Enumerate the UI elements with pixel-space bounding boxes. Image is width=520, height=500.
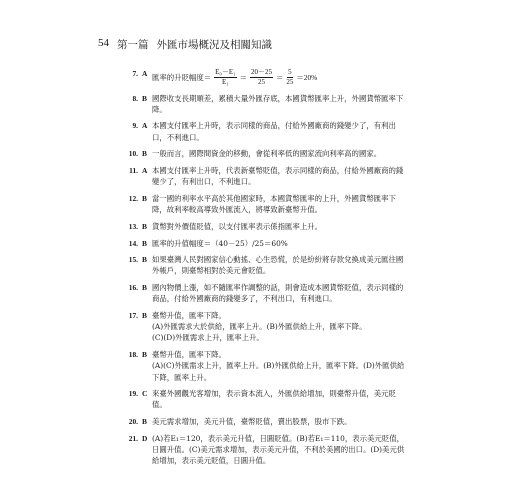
explanation-line: 臺幣升值，匯率下降。 (152, 350, 226, 360)
page-number: 54 (98, 37, 109, 49)
explanation-text: 來臺外國觀光客增加，表示資本流入，外匯供給增加，則臺幣升值，美元貶值。 (152, 389, 396, 410)
item-number: 7. (132, 69, 138, 78)
explanation-text: 當一國的利率水平高於其他國家時，本國貨幣匯率的上升，外國貨幣匯率下降，故利率較高導致外匯流入，將導致新臺幣升值。 (152, 193, 396, 215)
answer-letter: B (142, 238, 147, 248)
answer-letter: B (142, 221, 147, 231)
explanation-text: 如果臺灣人民對國家信心動搖、心生恐慌，於是紛紛將存款兌換成美元匯往國外帳戶，則臺幣相對於美元會貶值。 (152, 255, 404, 276)
answer-item (120, 416, 408, 427)
item-number: 18. (128, 350, 138, 360)
answer-item (120, 221, 408, 232)
answer-item (120, 282, 408, 304)
item-number: 15. (128, 255, 138, 265)
answer-letter: A (142, 166, 148, 176)
answer-item (120, 165, 408, 187)
answer-item-7 (120, 68, 408, 87)
explanation-line: (A)若E₁＝120，表示美元升值，日圓貶值。(B)若E₁＝110，表示美元貶值，日圓升值。(C)美元需求增加，表示美元升值，不利於美國的出口。(D)美元供給增加，表示美元貶值，日圓升值。 (152, 433, 405, 466)
item-number: 13. (128, 221, 138, 231)
answer-letter: B (142, 149, 147, 159)
explanation-text: 本國支付匯率上升時，代表新臺幣貶值，表示同樣的商品，付給外國廠商的錢變少了，有利出口，不利進口。 (152, 166, 404, 187)
explanation-text (152, 349, 408, 383)
chapter-title: 外匯市場概況及相關知識 (156, 39, 272, 51)
numerator: E₀－E₁ (215, 68, 236, 76)
item-number: 17. (128, 311, 138, 321)
answer-letter: A (142, 121, 148, 131)
explanation-text: 一般而言，國際間資金的移動，會從利率低的國家流向利率高的國家。 (152, 149, 382, 159)
growth-formula (152, 68, 317, 87)
explanation-line: (C)(D)外匯需求上升，匯率上升。 (152, 333, 264, 343)
denominator: 25 (286, 78, 294, 86)
explanation-text (152, 433, 408, 467)
answer-item (120, 193, 408, 215)
denominator: 25 (257, 78, 265, 86)
explanation-line: (A)(C)外匯需求上升，匯率上升。(B)外匯供給上升，匯率下降。(D)外匯供給下降，匯率上升。 (152, 361, 405, 382)
item-number: 21. (128, 433, 138, 443)
explanation-text: 美元需求增加，美元升值，臺幣貶值，賣出股票，股市下跌。 (152, 417, 352, 427)
denominator: E₁ (222, 78, 229, 86)
equals-sign: ＝ (239, 72, 247, 82)
answer-letter: B (142, 283, 147, 293)
item-number: 14. (128, 238, 138, 248)
explanation-text (152, 310, 408, 344)
formula-result: ＝20% (296, 72, 318, 82)
fraction-2 (250, 68, 273, 87)
answer-letter: B (142, 255, 147, 265)
item-number: 12. (128, 193, 138, 203)
part-label: 第一篇 (117, 39, 149, 51)
answer-letter: B (142, 93, 147, 103)
item-number: 11. (129, 166, 138, 176)
item-number: 8. (132, 93, 138, 103)
formula-label: 匯率的升貶幅度＝ (152, 72, 212, 82)
answer-letter: B (142, 417, 147, 427)
answer-item (120, 238, 408, 249)
item-number: 10. (128, 149, 138, 159)
answer-item (120, 310, 408, 344)
answer-item (120, 433, 408, 467)
explanation-text: 國內物價上漲，如不隨匯率作調整的話，則會造成本國貨幣貶值，表示同樣的商品，付給外國廠商的錢變多了，不利出口，有利進口。 (152, 283, 404, 304)
equals-sign: ＝ (275, 72, 284, 82)
answer-letter: A (142, 69, 148, 78)
explanation-text: 本國支付匯率上升時，表示同樣的商品，付給外國廠商的錢變少了，有利出口，不利進口。 (152, 121, 396, 142)
answer-letter: C (142, 389, 148, 399)
answer-letter: B (142, 350, 147, 360)
explanation-text: 匯率的升值幅度＝（40－25）/25＝60% (152, 238, 288, 248)
answer-item (120, 349, 408, 383)
page-header (98, 37, 272, 52)
answer-item (120, 120, 408, 142)
explanation-line: (A)外匯需求大於供給，匯率上升。(B)外匯供給上升，匯率下降。 (152, 322, 367, 332)
answer-item (120, 388, 408, 410)
numerator: 5 (288, 68, 292, 76)
answer-letter: B (142, 311, 147, 321)
explanation-text: 貨幣對外價值貶值，以支付匯率表示係指匯率上升。 (152, 221, 322, 231)
item-number: 19. (128, 389, 138, 399)
explanation-text: 國際收支長期順差，累積大量外匯存底，本國貨幣匯率上升，外國貨幣匯率下降。 (152, 93, 404, 114)
answer-list (120, 68, 408, 472)
numerator: 20－25 (250, 68, 272, 76)
answer-item (120, 148, 408, 159)
fraction-3 (286, 68, 293, 87)
answer-letter: B (142, 193, 147, 203)
item-number: 16. (128, 283, 138, 293)
answer-item (120, 93, 408, 115)
explanation-line: 臺幣升值，匯率下降。 (152, 311, 226, 321)
item-number: 9. (132, 121, 138, 131)
answer-item (120, 254, 408, 276)
item-number: 20. (128, 417, 138, 427)
answer-letter: D (142, 433, 148, 443)
fraction-1 (214, 68, 236, 87)
